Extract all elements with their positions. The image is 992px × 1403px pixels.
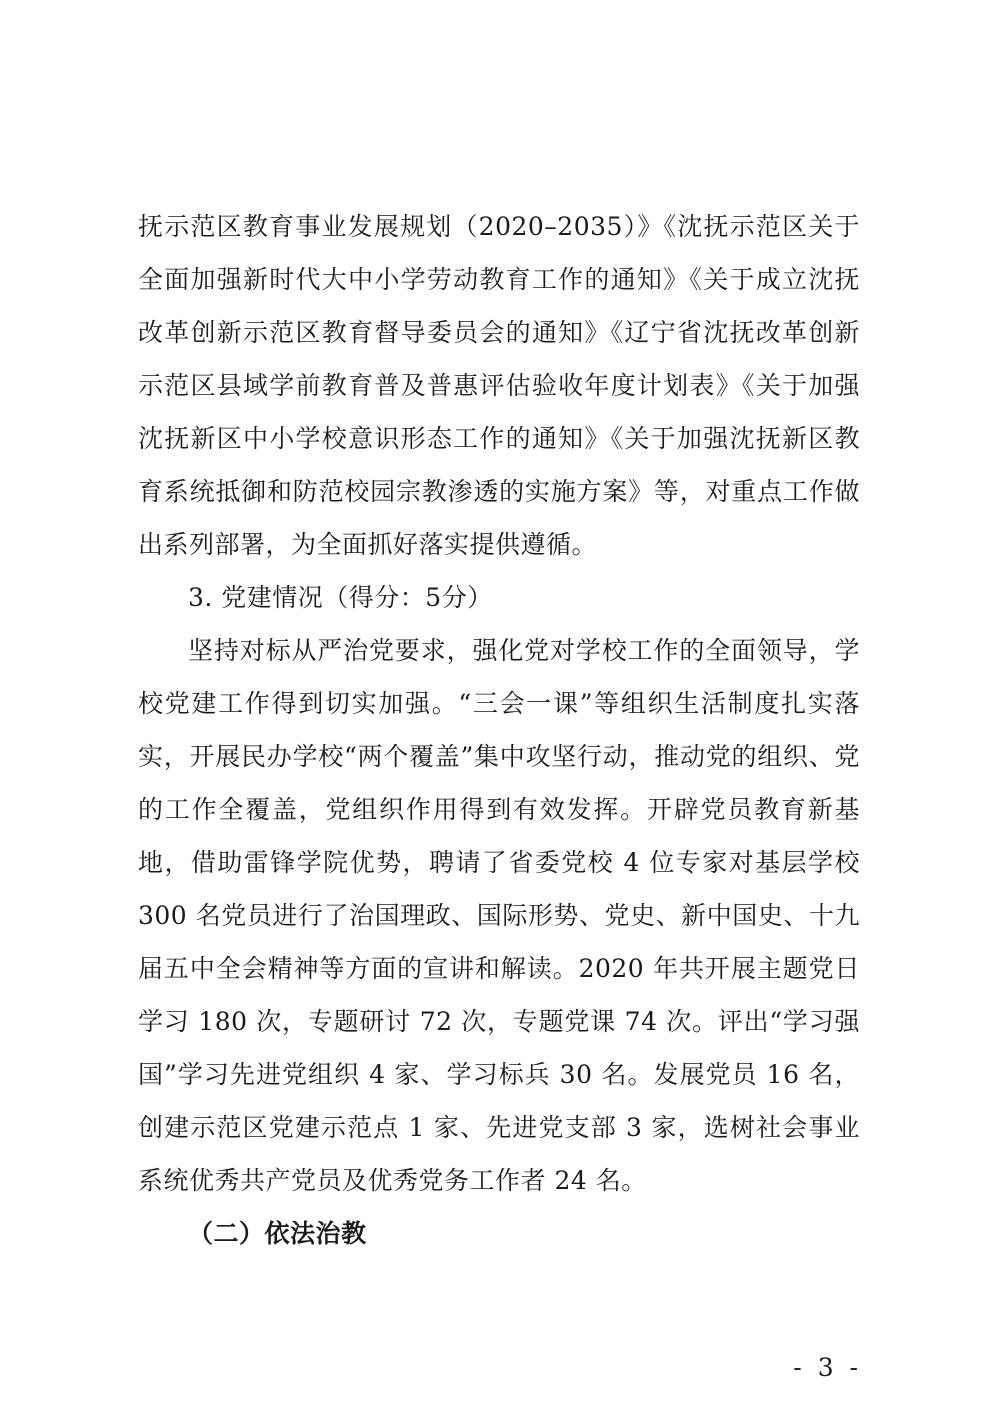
- paragraph-continuation: 抚示范区教育事业发展规划（2020–2035）》《沈抚示范区关于全面加强新时代大中小学劳动教育工作的通知》《关于成立沈抚改革创新示范区教育督导委员会的通知》《辽宁省沈抚改革创新示范区县域学前教育普及普惠评估验收年度计划表》《关于加强沈抚新区中小学校意识形态工作的通知》《关于加强沈抚新区教育系统抵御和防范校园宗教渗透的实施方案》等，对重点工作做出系列部署，为全面抓好落实提供遵循。: [138, 212, 860, 559]
- document-body: [138, 200, 860, 1260]
- paragraph-party-building: 坚持对标从严治党要求，强化党对学校工作的全面领导，学校党建工作得到切实加强。“三会一课”等组织生活制度扎实落实，开展民办学校“两个覆盖”集中攻坚行动，推动党的组织、党的工作全覆盖，党组织作用得到有效发挥。开辟党员教育新基地，借助雷锋学院优势，聘请了省委党校 4 位专家对基层学校 300 名党员进行了治国理政、国际形势、党史、新中国史、十九届五中全会精神等方面的宣讲和解读。2020 年共开展主题党日学习 180 次，专题研讨 72 次，专题党课 74 次。评出“学习强国”学习先进党组织 4 家、学习标兵 30 名。发展党员 16 名，创建示范区党建示范点 1 家、先进党支部 3 家，选树社会事业系统优秀共产党员及优秀党务工作者 24 名。: [138, 636, 860, 1195]
- section-heading-rule-of-law: （二）依法治教: [188, 1219, 367, 1248]
- section-heading-party-building: 3. 党建情况（得分：5分）: [188, 583, 493, 612]
- page-number: - 3 -: [793, 1353, 862, 1382]
